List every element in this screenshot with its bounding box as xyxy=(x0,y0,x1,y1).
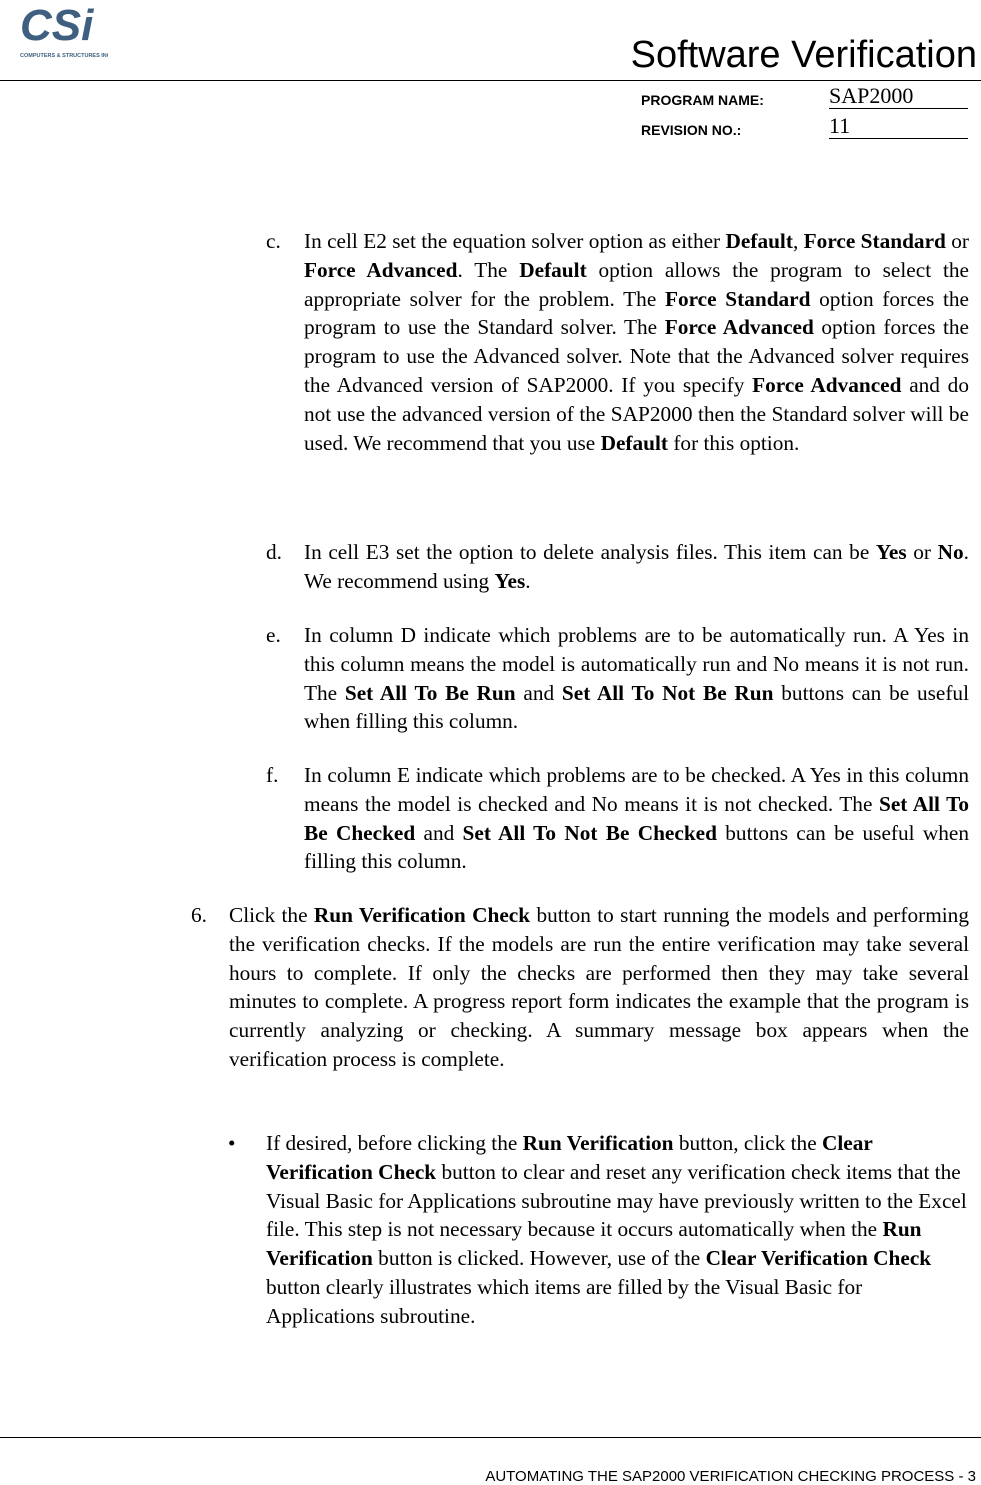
list-item-d: In cell E3 set the option to delete analysis files. This item can be Yes or No. We recommend using Yes. xyxy=(304,540,969,593)
list-marker-d: d. xyxy=(266,540,282,564)
logo-tagline: COMPUTERS & STRUCTURES INC. xyxy=(20,53,108,59)
list-item-f: In column E indicate which problems are to be checked. A Yes in this column means the model is checked and No means it is not checked. The Set All To Be Checked and Set All To Not Be Checked buttons can be useful when filling this column. xyxy=(304,763,970,874)
revision-label: REVISION NO.: xyxy=(641,122,742,138)
header-divider xyxy=(0,80,981,81)
list-marker-c: c. xyxy=(266,229,281,253)
bullet-marker: • xyxy=(228,1131,236,1155)
program-name-label: PROGRAM NAME: xyxy=(641,92,764,108)
list-marker-f: f. xyxy=(266,763,279,787)
list-item-6: Click the Run Verification Check button to start running the models and performing the verification checks. If the models are run the entire verification may take several hours to complete. If only the checks are performed then they may take several minutes to complete. A progress report form indicates the example that the program is currently analyzing or checking. A summary message box appears when the verification process is complete. xyxy=(229,903,969,1071)
csi-logo xyxy=(18,0,108,62)
program-name-value: SAP2000 xyxy=(829,84,968,109)
list-marker-e: e. xyxy=(266,623,281,647)
page-title: Software Verification xyxy=(630,34,977,76)
footer-divider xyxy=(0,1437,981,1438)
list-item-c: In cell E2 set the equation solver option as either Default, Force Standard or Force Advanced. The Default option allows the program to select the appropriate solver for the problem. The Force Standard option forces the program to use the Standard solver. The Force Advanced option forces the program to use the Advanced solver. Note that the Advanced solver requires the Advanced version of SAP2000. If you specify Force Advanced and do not use the advanced version of the SAP2000 then the Standard solver will be used. We recommend that you use Default for this option. xyxy=(304,229,969,455)
logo-text: CSi xyxy=(20,1,94,50)
revision-value: 11 xyxy=(829,114,968,139)
list-item-e: In column D indicate which problems are to be automatically run. A Yes in this column means the model is automatically run and No means it is not run. The Set All To Be Run and Set All To Not Be Run buttons can be useful when filling this column. xyxy=(304,623,969,734)
list-marker-6: 6. xyxy=(191,903,207,927)
page-footer: AUTOMATING THE SAP2000 VERIFICATION CHECKING PROCESS - 3 xyxy=(485,1468,976,1485)
bullet-item: If desired, before clicking the Run Verification button, click the Clear Verification Check button to clear and reset any verification check items that the Visual Basic for Applications subroutine may have previously written to the Excel file. This step is not necessary because it occurs automatically when the Run Verification button is clicked. However, use of the Clear Verification Check button clearly illustrates which items are filled by the Visual Basic for Applications subroutine. xyxy=(266,1131,967,1328)
